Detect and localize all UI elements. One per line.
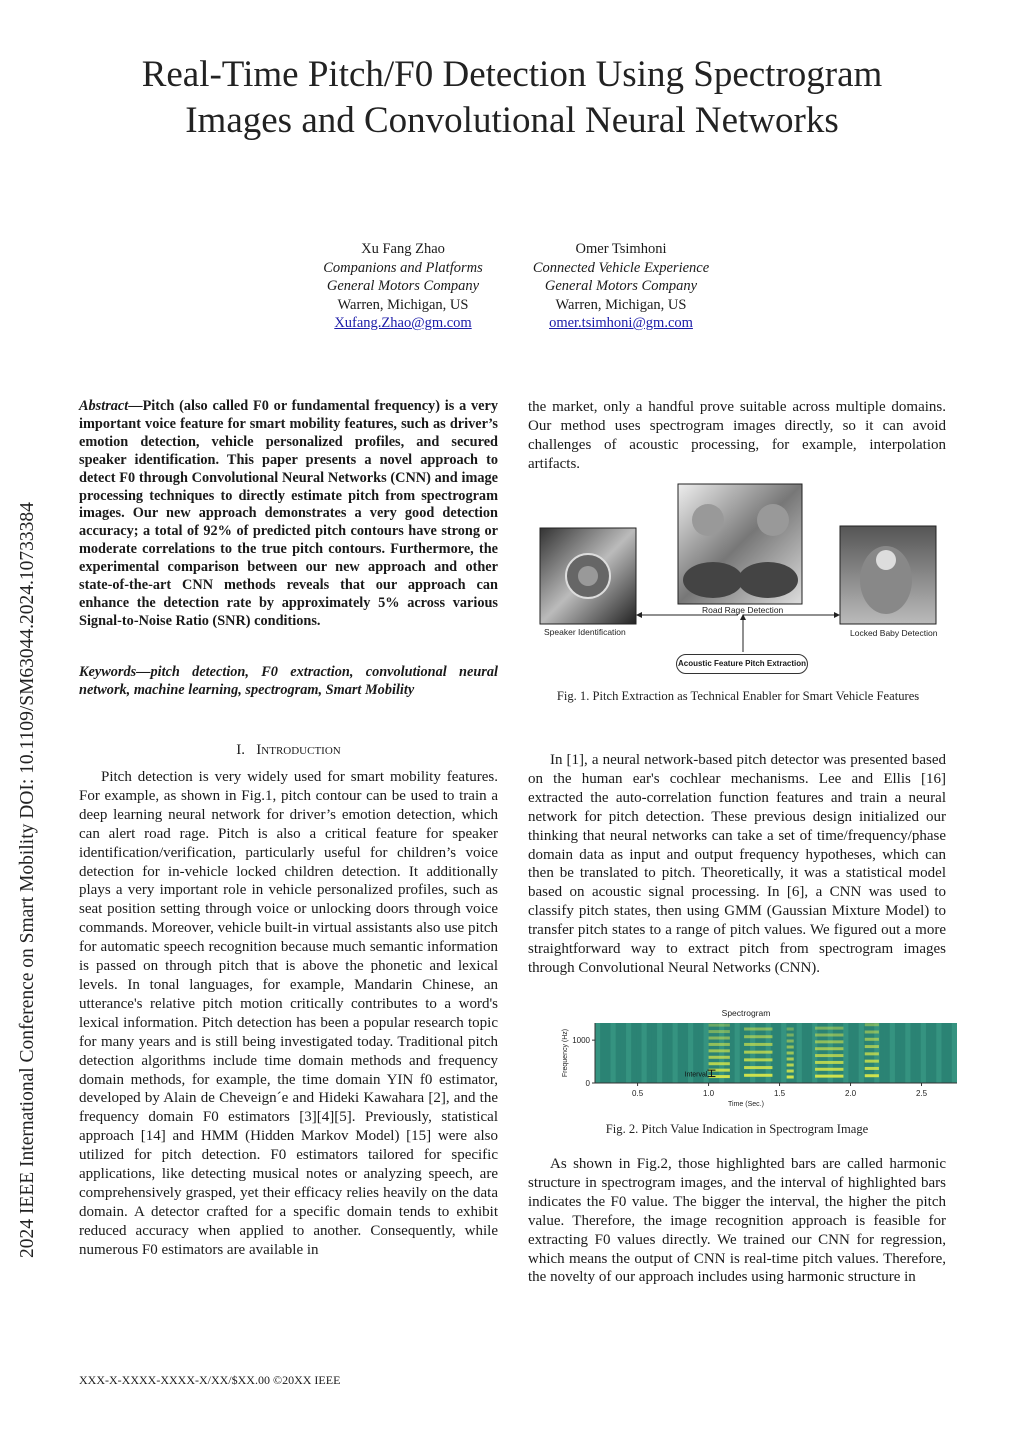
spectrogram-noise-column — [952, 1023, 957, 1083]
spectrogram-noise-column — [807, 1023, 812, 1083]
spectrogram-noise-column — [621, 1023, 626, 1083]
abstract-label: Abstract — [79, 398, 129, 414]
x-tick-label: 1.5 — [773, 1089, 786, 1098]
x-tick-label: 0.5 — [632, 1089, 644, 1098]
harmonic-band — [815, 1040, 843, 1043]
harmonic-band — [787, 1058, 794, 1061]
harmonic-band — [744, 1028, 772, 1031]
x-tick-label: 2.5 — [915, 1089, 928, 1098]
section-title: Introduction — [256, 742, 341, 758]
title-line-2: Images and Convolutional Neural Networks — [185, 100, 839, 141]
author-block-1 — [293, 240, 513, 333]
author-org: General Motors Company — [326, 278, 480, 294]
spectrogram-noise-column — [802, 1023, 807, 1083]
y-tick-label: 1000 — [572, 1036, 590, 1046]
harmonic-band — [709, 1056, 730, 1059]
harmonic-band — [865, 1031, 879, 1034]
spectrogram-noise-column — [916, 1023, 921, 1083]
harmonic-band — [709, 1049, 730, 1052]
author-location: Warren, Michigan, US — [555, 296, 687, 313]
label-road-rage-detection: Road Rage Detection — [702, 605, 784, 615]
x-tick-label: 1.0 — [703, 1089, 715, 1098]
right-paragraph-1: In [1], a neural network-based pitch detector was presented based on the human ear's cochlear mechanisms. Lee and Ellis [16] extracted the auto-correlation function features and train a neural network for pitch detection. These previous design initialized our thinking that neural networks can take a set of time/frequency/phase domain data as input and output frequency hypotheses, which can then be translated to pitch. Theoretically, it was a statistical model based on acoustic signal processing. In [6], a CNN was used to classify pitch states, then using GMM (Gaussian Mixture Model) to transfer pitch states to a range of pitch values. We figured out a more straightforward way to extract pitch from spectrogram images through Convolutional Neural Networks (CNN). — [528, 752, 946, 976]
harmonic-band — [744, 1043, 772, 1046]
spectrogram-noise-column — [673, 1023, 678, 1083]
spectrogram-noise-column — [729, 1023, 734, 1083]
copyright-footer: XXX-X-XXXX-XXXX-X/XX/$XX.00 ©20XX IEEE — [79, 1373, 341, 1387]
harmonic-band — [787, 1070, 794, 1073]
speaker-knob-center — [578, 566, 598, 586]
figure-1-caption: Fig. 1. Pitch Extraction as Technical Enabler for Smart Vehicle Features — [556, 689, 920, 703]
x-axis-label: Time (Sec.) — [728, 1101, 764, 1108]
harmonic-band — [865, 1052, 879, 1055]
road-rage-driver-left — [692, 504, 724, 536]
spectrogram-noise-column — [900, 1023, 905, 1083]
harmonic-band — [865, 1067, 879, 1070]
spectrogram-chart — [555, 1005, 965, 1110]
spectrogram-noise-column — [854, 1023, 859, 1083]
spectrogram-noise-column — [926, 1023, 931, 1083]
harmonic-band — [709, 1062, 730, 1065]
spectrogram-noise-column — [833, 1023, 838, 1083]
spectrogram-noise-column — [652, 1023, 657, 1083]
right-column-top — [528, 398, 946, 474]
harmonic-band — [744, 1074, 772, 1077]
spectrogram-noise-column — [848, 1023, 853, 1083]
spectrogram-noise-column — [921, 1023, 926, 1083]
abstract — [79, 398, 498, 631]
right-column-bottom — [528, 1155, 946, 1287]
harmonic-band — [787, 1040, 794, 1043]
spectrogram-noise-column — [636, 1023, 641, 1083]
harmonic-band — [787, 1064, 794, 1067]
spectrogram-noise-column — [647, 1023, 652, 1083]
harmonic-band — [865, 1045, 879, 1048]
harmonic-band — [709, 1043, 730, 1046]
spectrogram-noise-column — [823, 1023, 828, 1083]
spectrogram-noise-column — [910, 1023, 915, 1083]
figure-2 — [555, 1005, 965, 1110]
spectrogram-noise-column — [905, 1023, 910, 1083]
harmonic-band — [815, 1075, 843, 1078]
author-email-link[interactable]: Xufang.Zhao@gm.com — [334, 315, 472, 331]
harmonic-band — [815, 1047, 843, 1050]
spectrogram-noise-column — [667, 1023, 672, 1083]
label-acoustic-feature-pitch-extraction: Acoustic Feature Pitch Extraction — [676, 654, 808, 674]
spectrogram-noise-column — [611, 1023, 616, 1083]
road-rage-driver-right — [757, 504, 789, 536]
title-line-1: Real-Time Pitch/F0 Detection Using Spectrogram — [141, 54, 883, 95]
spectrogram-noise-column — [797, 1023, 802, 1083]
label-speaker-identification: Speaker Identification — [544, 627, 626, 637]
doi-sidebar-text: 2024 IEEE International Conference on Smart Mobility DOI: 10.1109/SM63044.2024.10733384 — [17, 502, 38, 1258]
harmonic-band — [865, 1038, 879, 1041]
harmonic-band — [787, 1052, 794, 1055]
right-paragraph-2: As shown in Fig.2, those highlighted bars are called harmonic structure in spectrogram images, and the interval of highlighted bars indicates the F0 value. The bigger the interval, the higher the pitch value. Therefore, the image recognition approach is feasible for extracting F0 values directly. We trained our CNN for regression, which means the output of CNN is real-time pitch values. Therefore, the novelty of our approach includes using harmonic structure in — [528, 1156, 946, 1286]
arrow-right — [834, 612, 840, 618]
spectrogram-noise-column — [817, 1023, 822, 1083]
figure-1 — [528, 480, 948, 680]
harmonic-band — [865, 1060, 879, 1063]
spectrogram-noise-column — [859, 1023, 864, 1083]
figure-2-caption: Fig. 2. Pitch Value Indication in Spectrogram Image — [605, 1122, 869, 1136]
section-heading — [79, 742, 498, 759]
spectrogram-noise-column — [776, 1023, 781, 1083]
harmonic-band — [787, 1028, 794, 1031]
spectrogram-noise-column — [781, 1023, 786, 1083]
harmonic-band — [815, 1054, 843, 1057]
road-rage-car-left — [683, 562, 743, 598]
spectrogram-noise-column — [595, 1023, 600, 1083]
right-paragraph-0: the market, only a handful prove suitable across multiple domains. Our method uses spectrogram images directly, so it can avoid challenges of acoustic processing, for example, interpolation artifacts. — [528, 399, 946, 472]
keywords: Keywords—pitch detection, F0 extraction, convolutional neural network, machine learning, spectrogram, Smart Mobility — [79, 664, 498, 698]
spectrogram-noise-column — [941, 1023, 946, 1083]
harmonic-band — [865, 1074, 879, 1077]
harmonic-band — [709, 1030, 730, 1033]
author-org: General Motors Company — [544, 278, 698, 294]
harmonic-band — [709, 1037, 730, 1040]
intro-paragraph-1: Pitch detection is very widely used for smart mobility features. For example, as shown in Fig.1, pitch contour can be used to train a deep learning neural network for driver’s emotion detection, which can alert road rage. Pitch is also a critical feature for speaker identification/verification, particularly useful for children’s voice detection for in-vehicle locked children detection. It additionally plays a very important role in vehicle personalized profiles, such as seat position setting through voice or unlocking doors through voice commands. Moreover, vehicle built-in virtual assistants also use pitch for automatic speech recognition because much semantic information is passed on through pitch that is above the phonetic and lexical levels. In tonal languages, for example, Mandarin Chinese, an utterance's relative pitch motion critically contributes to a word's lexical information. Pitch detection has been a popular research topic for many years and is still being investigated today. Traditional pitch detection algorithms include time domain methods and frequency domain methods, for example, the time domain YIN f0 estimator, developed by Alain de Cheveign´e and Hideki Kawahara [2], and the frequency domain F0 estimators [3][4][5]. Previously, statistical approach [14] and HMM (Hidden Markov Model) [15] were also utilized for pitch detection. F0 estimators tailored for specific applications, like detecting musical notes or analyzing speech, are comprehensively grasped, yet their efficacy relies heavily on the data domain. A detector crafted for a specific domain tends to exhibit reduced accuracy when applied to another. Consequently, while numerous F0 estimators are available in — [79, 769, 498, 1258]
spectrogram-noise-column — [843, 1023, 848, 1083]
paper-title — [60, 52, 964, 144]
harmonic-band — [865, 1023, 879, 1026]
harmonic-band — [709, 1024, 730, 1027]
author-block-2 — [511, 240, 731, 333]
road-rage-car-right — [738, 562, 798, 598]
harmonic-band — [815, 1034, 843, 1037]
spectrogram-noise-column — [735, 1023, 740, 1083]
author-name: Omer Tsimhoni — [575, 241, 667, 257]
arrow-left — [636, 612, 642, 618]
spectrogram-noise-column — [885, 1023, 890, 1083]
spectrogram-noise-column — [642, 1023, 647, 1083]
spectrogram-noise-column — [631, 1023, 636, 1083]
y-axis-label: Frequency (Hz) — [562, 1028, 569, 1078]
harmonic-band — [744, 1035, 772, 1038]
harmonic-band — [815, 1068, 843, 1071]
spectrogram-noise-column — [605, 1023, 610, 1083]
spectrogram-noise-column — [879, 1023, 884, 1083]
harmonic-band — [744, 1066, 772, 1069]
author-email-link[interactable]: omer.tsimhoni@gm.com — [549, 315, 693, 331]
label-locked-baby-detection: Locked Baby Detection — [850, 628, 938, 638]
spectrogram-noise-column — [931, 1023, 936, 1083]
doi-sidebar — [8, 0, 48, 1448]
author-name: Xu Fang Zhao — [361, 241, 445, 257]
spectrogram-noise-column — [616, 1023, 621, 1083]
chart-title: Spectrogram — [721, 1008, 771, 1018]
right-column-middle — [528, 751, 946, 978]
spectrogram-noise-column — [890, 1023, 895, 1083]
x-tick-label: 2.0 — [844, 1089, 857, 1098]
harmonic-band — [787, 1046, 794, 1049]
intro-left-column — [79, 768, 498, 1260]
harmonic-band — [744, 1051, 772, 1054]
harmonic-band — [787, 1034, 794, 1037]
spectrogram-noise-column — [657, 1023, 662, 1083]
y-tick-label: 0 — [585, 1079, 590, 1088]
spectrogram-noise-column — [828, 1023, 833, 1083]
spectrogram-noise-column — [838, 1023, 843, 1083]
harmonic-band — [787, 1076, 794, 1079]
figure-1-diagram — [528, 480, 948, 680]
author-dept: Connected Vehicle Experience — [532, 259, 710, 276]
spectrogram-noise-column — [662, 1023, 667, 1083]
interval-annotation: Interval — [684, 1071, 708, 1079]
author-dept: Companions and Platforms — [323, 259, 483, 276]
spectrogram-noise-column — [895, 1023, 900, 1083]
baby-toy — [876, 550, 896, 570]
spectrogram-noise-column — [626, 1023, 631, 1083]
abstract-text: —Pitch (also called F0 or fundamental frequency) is a very important voice feature for smart mobility features, such as driver’s emotion detection, vehicle personalized profiles, and secured speaker identification. This paper presents a novel approach to detect F0 through Convolutional Neural Networks (CNN) and image processing techniques to directly estimate pitch from spectrogram images. Our new approach demonstrates a very good detection accuracy; a total of 92% of predicted pitch contours have strong or moderate correlations to the true pitch contours. Furthermore, the experimental comparison between our new approach and other state-of-the-art CNN methods reveals that our approach can enhance the detection rate by approximately 5% across various Signal-to-Noise Ratio (SNR) conditions. — [79, 398, 498, 629]
spectrogram-noise-column — [678, 1023, 683, 1083]
spectrogram-noise-column — [600, 1023, 605, 1083]
harmonic-band — [815, 1061, 843, 1064]
spectrogram-noise-column — [947, 1023, 952, 1083]
spectrogram-noise-column — [936, 1023, 941, 1083]
spectrogram-noise-column — [812, 1023, 817, 1083]
author-location: Warren, Michigan, US — [337, 296, 469, 313]
section-number: I. — [236, 742, 246, 758]
harmonic-band — [815, 1027, 843, 1030]
harmonic-band — [744, 1058, 772, 1061]
